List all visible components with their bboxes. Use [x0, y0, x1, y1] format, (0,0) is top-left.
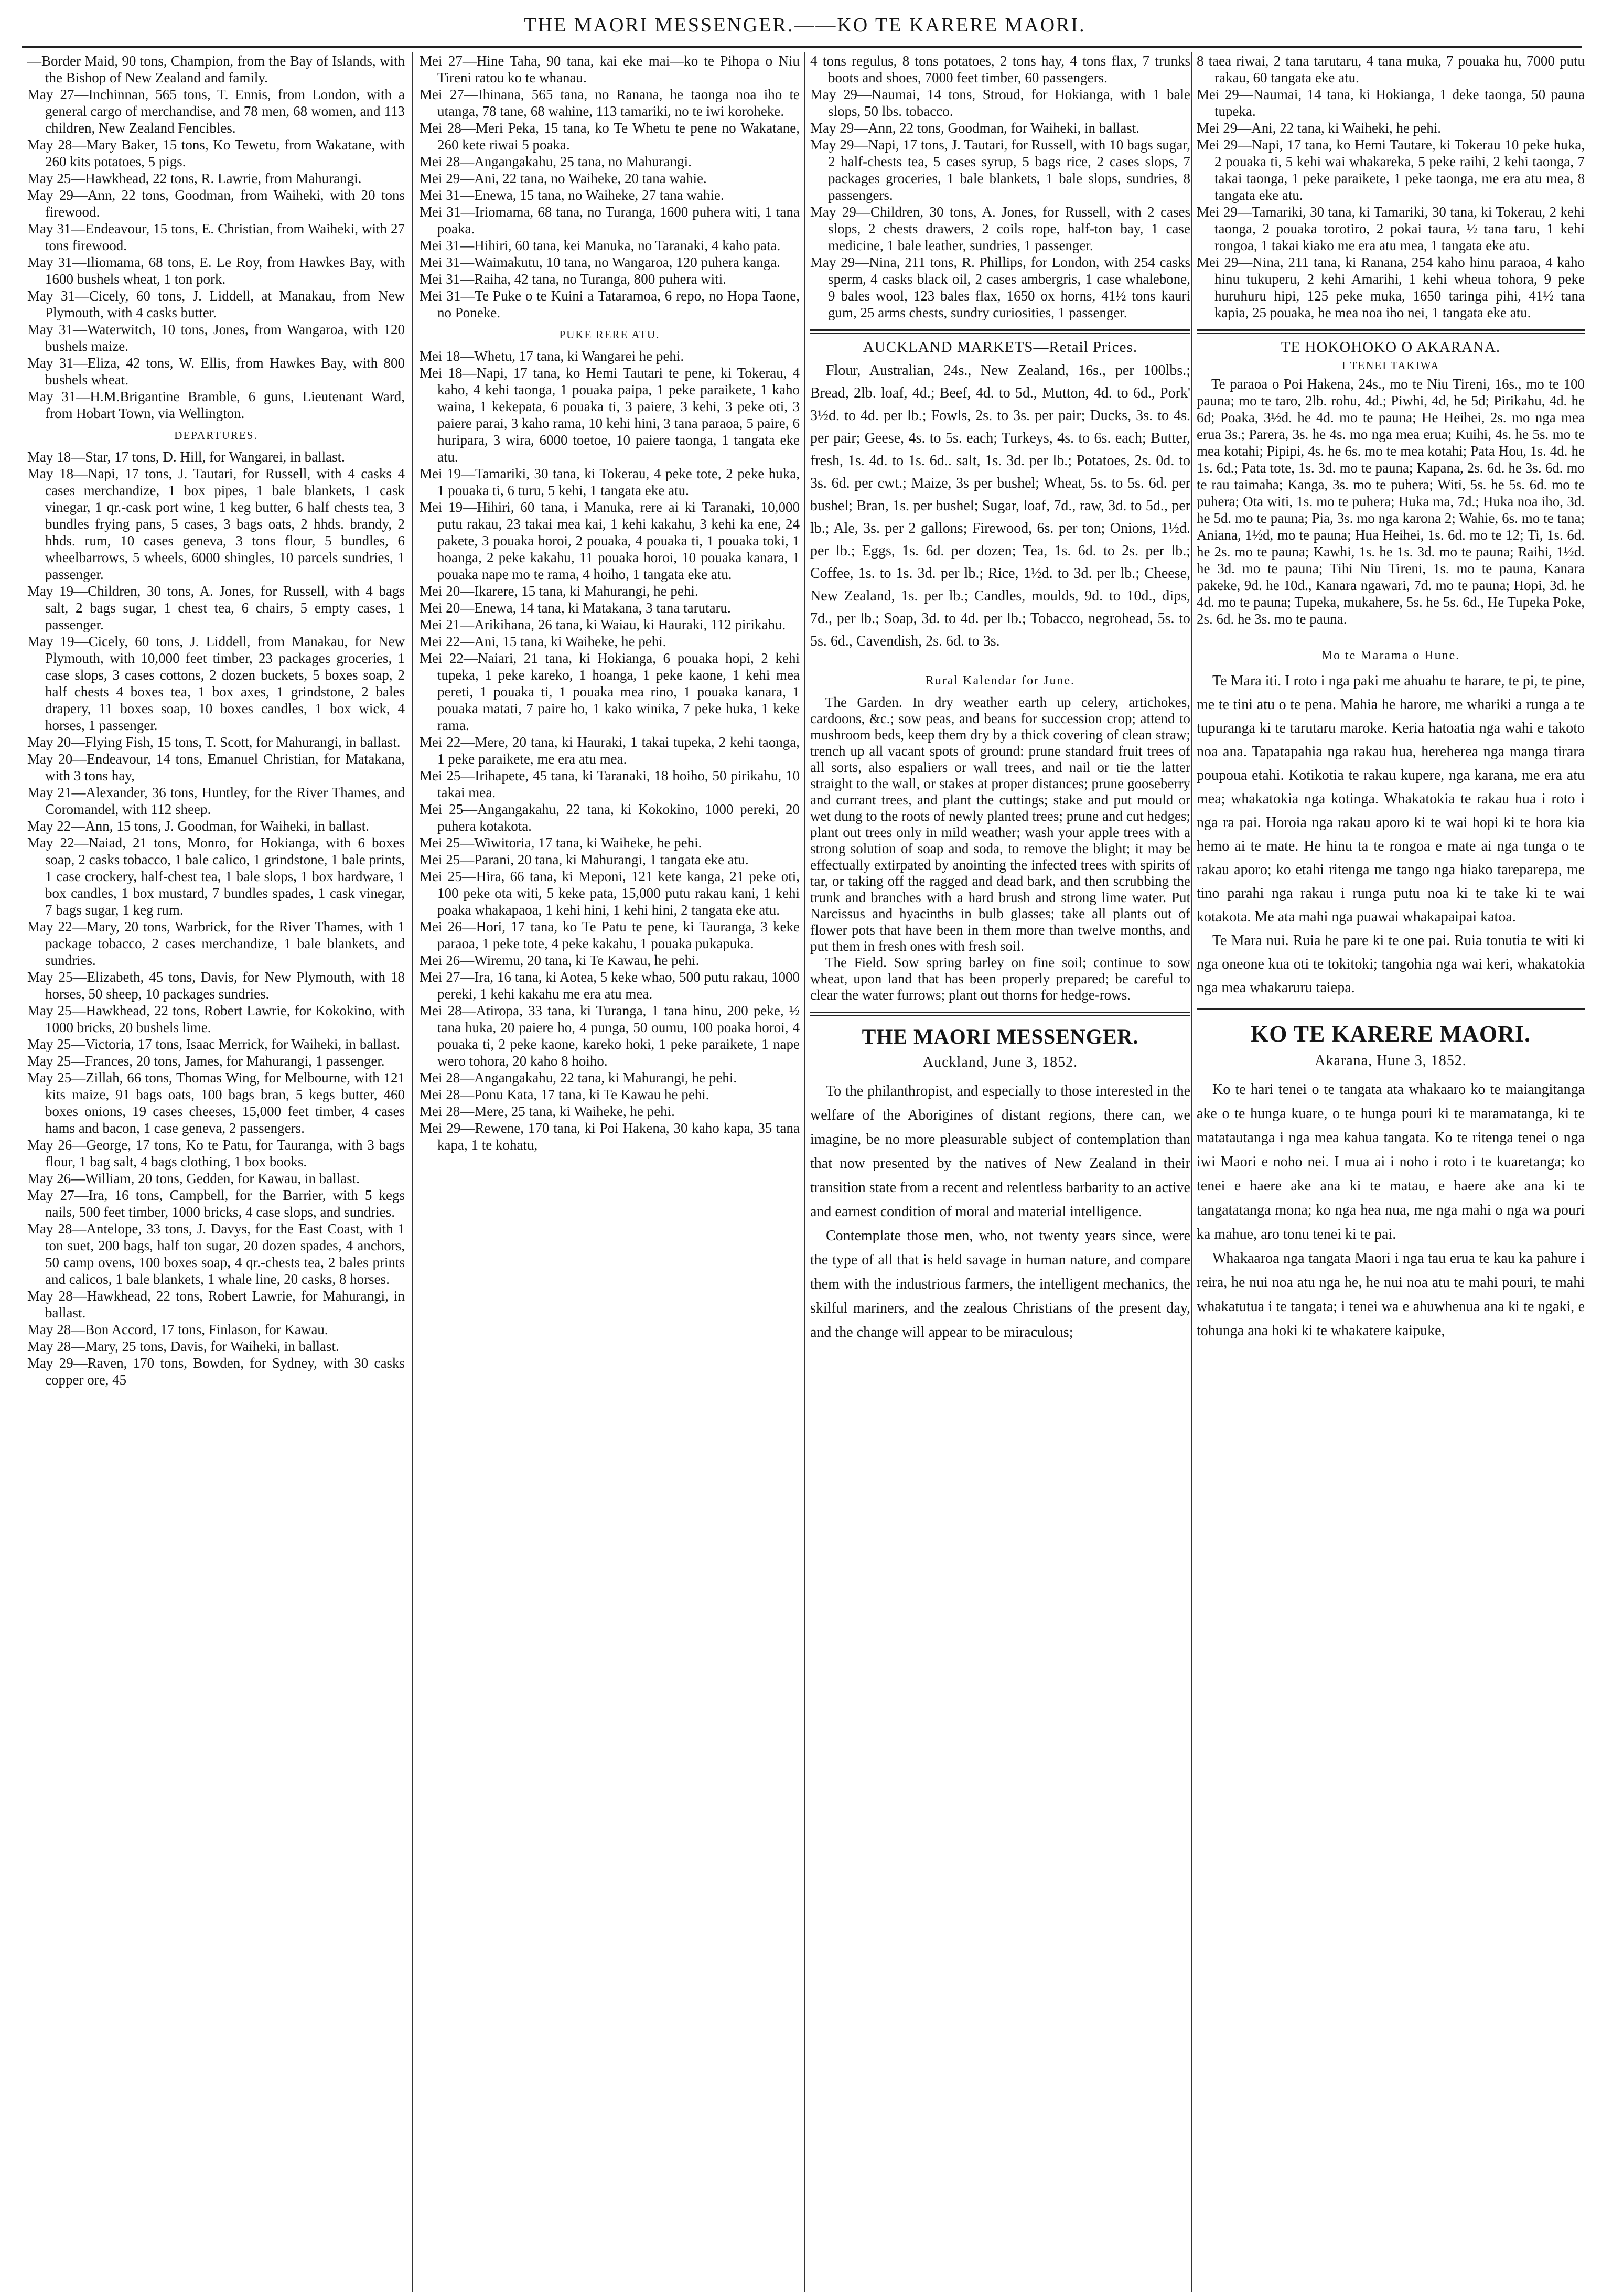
shipping-entry: Mei 26—Hori, 17 tana, ko Te Patu te pene, ki Tauranga, 3 keke paraoa, 1 peke tote, 4 peke kakahu, 1 pouaka pukapuka.: [420, 919, 800, 951]
shipping-entry: May 31—Waterwitch, 10 tons, Jones, from Wangaroa, with 120 bushels maize.: [27, 321, 405, 354]
shipping-entry: Mei 27—Hine Taha, 90 tana, kai eke mai—ko te Pihopa o Niu Tireni ratou ko te whanau.: [420, 53, 800, 85]
shipping-entry: May 25—Elizabeth, 45 tons, Davis, for New Plymouth, with 18 horses, 50 sheep, 10 packages sundries.: [27, 969, 405, 1002]
shipping-entry: Mei 28—Ponu Kata, 17 tana, ki Te Kawau he pehi.: [420, 1087, 709, 1102]
column-2-shipping-maori: [420, 52, 800, 2292]
column-3: [810, 52, 1190, 2292]
field-paragraph: The Field. Sow spring barley on fine soil; continue to sow wheat, upon land that has been properly prepared; be careful to clear the water furrows; plant out thorns for hedge-rows.: [810, 954, 1190, 1003]
shipping-entry: May 31—Iliomama, 68 tons, E. Le Roy, from Hawkes Bay, with 1600 bushels wheat, 1 ton pork.: [27, 254, 405, 287]
shipping-entry: May 20—Flying Fish, 15 tons, T. Scott, for Mahurangi, in ballast.: [27, 734, 401, 750]
shipping-entry: Mei 20—Enewa, 14 tana, ki Matakana, 3 tana tarutaru.: [420, 600, 731, 616]
shipping-entry: Mei 20—Ikarere, 15 tana, ki Mahurangi, he pehi.: [420, 583, 698, 599]
editorial-paragraph-maori: Ko te hari tenei o te tangata ata whakaaro ko te maiangitanga ake o te hunga kuare, o te hunga pouri ki te maramatanga, ki te matatautanga i nga mea kahua tangata. Ko te ritenga tenei o nga iwi Maori e noho nei. I mua ai i noho i roto i te kuaretanga; ko tenei e haere ake ana ki te matau, e haere ake ana ki te tangatatanga mona; ko nga hea nua, me nga mahi o nga wa pouri ka mahue, aro tonu tenei ki te pai.: [1197, 1081, 1585, 1242]
editorial-dateline: Auckland, June 3, 1852.: [922, 1054, 1078, 1070]
shipping-entry: May 29—Nina, 211 tons, R. Phillips, for London, with 254 casks sperm, 4 casks black oil, 2 cases ambergris, 1 case whalebone, 9 bales wool, 123 bales flax, 1650 ox horns, 41½ tons kauri gum, 25 arms chests, sundry curiosities, 1 passenger.: [810, 254, 1190, 320]
rural-kalendar-heading: Rural Kalendar for June.: [925, 674, 1076, 688]
shipping-entry: Mei 29—Rewene, 170 tana, ki Poi Hakena, 30 kaho kapa, 35 tana kapa, 1 te kohatu,: [420, 1120, 800, 1153]
markets-prices: Flour, Australian, 24s., New Zealand, 16s., per 100lbs.; Bread, 2lb. loaf, 4d.; Beef, 4d. to 5d., Mutton, 4d. to 6d., Pork' 3½d. to 4d. per lb.; Fowls, 2s. to 3s. per pair; Ducks, 3s. to 4s. per pair; Geese, 4s. to 5s. each; Turkeys, 4s. to 6s. each; Butter, fresh, 1s. 4d. to 1s. 6d.. salt, 1s. 3d. per lb.; Potatoes, 2s. 0d. to 3s. 6d. per cwt.; Maize, 3s per bushel; Wheat, 5s. to 5s. 6d. per bushel; Bran, 1s. per bushel; Sugar, loaf, 7d., raw, 3d. to 5d., per lb.; Ale, 3s. per 2 gallons; Firewood, 6s. per ton; Onions, 1½d. per lb.; Eggs, 1s. 6d. per dozen; Tea, 1s. 6d. to 2s. per lb.; Coffee, 1s. to 1s. 3d. per lb.; Rice, 1½d. to 3d. per lb.; Cheese, New Zealand, 1s. per lb.; Candles, moulds, 9d. to 10d., dips, 7d., per lb.; Soap, 3d. to 4d. per lb.; Tobacco, negrohead, 5s. to 5s. 6d., Cavendish, 2s. 6d. to 3s.: [810, 362, 1190, 649]
shipping-entry: Mei 25—Angangakahu, 22 tana, ki Kokokino, 1000 pereki, 20 puhera kotakota.: [420, 801, 800, 834]
shipping-entry: Mei 29—Ani, 22 tana, ki Waiheki, he pehi.: [1197, 120, 1441, 136]
shipping-entry: —Border Maid, 90 tons, Champion, from the Bay of Islands, with the Bishop of New Zealand and family.: [27, 53, 405, 85]
shipping-entry: Mei 18—Napi, 17 tana, ko Hemi Tautari te pene, ki Tokerau, 4 kaho, 4 kehi taonga, 1 pouaka paipa, 1 peke paraikete, 1 kaho waina, 1 kekepata, 6 pouaka ti, 3 paiere, 3 kehi, 3 peke oti, 3 paiere parai, 3 kaho rama, 10 kehi hini, 3 tana paraoa, 5 paire, 6 huripara, 3 wira, 6000 toetoe, 10 paiere taonga, 1 tangata eke atu.: [420, 365, 800, 465]
shipping-entry: May 19—Children, 30 tons, A. Jones, for Russell, with 4 bags salt, 2 bags sugar, 1 chest tea, 6 chairs, 5 empty cases, 1 passenger.: [27, 583, 405, 632]
shipping-entry: Mei 29—Napi, 17 tana, ko Hemi Tautare, ki Tokerau 10 peke huka, 2 pouaka ti, 5 kehi wai whakareka, 5 peke raihi, 2 kehi taonga, 7 takai taonga, 1 peke paraikete, 1 peke taonga, me era atu mea, 8 tangata eke atu.: [1197, 137, 1585, 203]
shipping-entry: Mei 29—Nina, 211 tana, ki Ranana, 254 kaho hinu paraoa, 4 kaho hinu tukuperu, 2 kehi Amarihi, 1 kehi wheua tohora, 9 peke huruhuru hipi, 125 peke muka, 1650 taringa pihi, 41½ tana kapia, 25 pouaka, he mea noa iho nei, 1 tangata eke atu.: [1197, 254, 1585, 320]
shipping-entry: May 19—Cicely, 60 tons, J. Liddell, from Manakau, for New Plymouth, with 10,000 feet timber, 23 packages groceries, 1 case slops, 3 cases cottons, 2 dozen buckets, 5 boxes soap, 2 half chests 4 boxes tea, 1 box axes, 1 grindstone, 2 bales drapery, 11 boxes soap, 10 boxes candles, 1 box wick, 4 horses, 1 passenger.: [27, 634, 405, 733]
section-rule: [1197, 329, 1585, 331]
shipping-entry: May 27—Inchinnan, 565 tons, T. Ennis, from London, with a general cargo of merchandise, and 78 men, 68 women, and 113 children, New Zealand Fencibles.: [27, 87, 405, 136]
shipping-entry: May 29—Naumai, 14 tons, Stroud, for Hokianga, with 1 bale slops, 50 lbs. tobacco.: [810, 87, 1190, 119]
shipping-entry: May 31—Eliza, 42 tons, W. Ellis, from Hawkes Bay, with 800 bushels wheat.: [27, 355, 405, 388]
shipping-entry: May 25—Hawkhead, 22 tons, R. Lawrie, from Mahurangi.: [27, 170, 362, 186]
departures-list-maori: [420, 348, 800, 1153]
shipping-entry: May 22—Ann, 15 tons, J. Goodman, for Waiheki, in ballast.: [27, 818, 370, 834]
section-rule: [1197, 333, 1585, 334]
shipping-continued: [810, 52, 1190, 321]
field-paragraph-maori: Te Mara nui. Ruia he pare ki te one pai. Ruia tonutia te witi ki nga onеone kua oti te tokitoki; tangohia nga wai keri, whakatokia nga mea whakaruru taiepa.: [1197, 932, 1585, 996]
editorial-paragraph: Contemplate those men, who, not twenty years since, were the type of all that is held savage in human nature, and compare them with the industrious farmers, the intelligent mechanics, the skilful mariners, and the zealous Christians of the present day, and the change will appear to be miraculous;: [810, 1228, 1190, 1340]
shipping-entry: Mei 26—Wiremu, 20 tana, ki Te Kawau, he pehi.: [420, 952, 700, 968]
shipping-entry: Mei 28—Atiropa, 33 tana, ki Turanga, 1 tana hinu, 200 peke, ½ tana huka, 20 paiere ho, 4 punga, 50 oumu, 100 poaka horoi, 4 pouaka ti, 2 peke kaone, kareko hoki, 1 peke paraikete, 1 nape wero tohora, 20 kaho 8 hoiho.: [420, 1003, 800, 1069]
shipping-entry: Mei 31—Hihiri, 60 tana, kei Manuka, no Taranaki, 4 kaho pata.: [420, 238, 781, 253]
shipping-continued-maori: [1197, 52, 1585, 321]
shipping-entry: May 26—William, 20 tons, Gedden, for Kawau, in ballast.: [27, 1171, 360, 1186]
column-divider: [412, 52, 413, 2292]
column-divider: [1191, 52, 1192, 2292]
shipping-entry: Mei 22—Ani, 15 tana, ki Waiheke, he pehi.: [420, 634, 666, 649]
shipping-entry: Mei 22—Naiari, 21 tana, ki Hokianga, 6 pouaka hopi, 2 kehi tupeka, 1 peke kareko, 1 hoanga, 1 peke kaone, 1 kehi mea pereti, 1 pouaka ti, 1 pouaka mea rino, 1 pouaka kanara, 1 pouaka matati, 7 paire ho, 1 kako winika, 7 peke huka, 1 keke rama.: [420, 650, 800, 733]
shipping-entry: 4 tons regulus, 8 tons potatoes, 2 tons hay, 4 tons flax, 7 trunks boots and shoes, 7000 feet timber, 60 passengers.: [810, 53, 1190, 85]
shipping-entry: Mei 29—Ani, 22 tana, no Waiheke, 20 tana wahie.: [420, 170, 707, 186]
shipping-entry: Mei 31—Waimakutu, 10 tana, no Wangaroa, 120 puhera kanga.: [420, 254, 780, 270]
shipping-entry: May 25—Hawkhead, 22 tons, Robert Lawrie, for Kokokino, with 1000 bricks, 20 bushels lime.: [27, 1003, 405, 1035]
shipping-entry: May 29—Napi, 17 tons, J. Tautari, for Russell, with 10 bags sugar, 2 half-chests tea, 5 cases syrup, 5 bags rice, 2 cases slops, 7 packages groceries, 1 bale blankets, 1 bale slops, sundries, 8 passengers.: [810, 137, 1190, 203]
shipping-entry: Mei 18—Whetu, 17 tana, ki Wangarei he pehi.: [420, 348, 684, 364]
shipping-entry: Mei 21—Arikihana, 26 tana, ki Waiau, ki Hauraki, 112 pirikahu.: [420, 617, 786, 632]
shipping-entry: May 25—Frances, 20 tons, James, for Mahurangi, 1 passenger.: [27, 1053, 385, 1069]
shipping-entry: Mei 25—Wiwitoria, 17 tana, ki Waiheke, he pehi.: [420, 835, 702, 851]
shipping-entry: Mei 31—Enewa, 15 tana, no Waiheke, 27 tana wahie.: [420, 187, 724, 203]
editorial-dateline-maori: Akarana, Hune 3, 1852.: [1315, 1053, 1467, 1069]
garden-paragraph-maori: Te Mara iti. I roto i nga paki me ahuahu te harare, te pi, te pine, me te tini atu o te pena. Mahia he harore, me whariki a runga a te tupuranga ki te tarutaru maroke. Keria hatoatia nga wahi e takoto noa ana. Tapatapahia nga rakau hua, herehereа nga manga tirara poupoua etahi. Kotikotia te rakau kupere, nga karana, me era atu mea; whakatokia nga kotinga. Whakatokia te rakau hua i roto i nga ra pai. Horoia nga rakau aporo ki te wai hopi ki te hora kia hemo ai te mate. He hinu ta te rongoa e mate ai nga tunga o te rakau aporo; ko etahi ritenga me tango nga hiako tareparepa, me tino parahi nga rakau i runga putu noa ki te take ki te wai kotakota. Me ata mahi nga puawai whakapaipai katoa.: [1197, 673, 1585, 925]
shipping-entry: May 25—Victoria, 17 tons, Isaac Merrick, for Waiheki, in ballast.: [27, 1036, 401, 1052]
editorial-paragraph-maori: Whakaaroa nga tangata Maori i nga tau erua te kau ka pahure i reira, he nui noa atu nga he, he nui noa atu te mahi pouri, te mahi whakatutua i te tangata; i tenei wa e ahuwhenua ana ki te ngaki, e tohunga ana hoki ki te whakatere kaipuke,: [1197, 1250, 1585, 1339]
shipping-entry: Mei 28—Mere, 25 tana, ki Waiheke, he pehi.: [420, 1103, 675, 1119]
shipping-entry: Mei 25—Irihapete, 45 tana, ki Taranaki, 18 hoiho, 50 pirikahu, 10 takai mea.: [420, 768, 800, 800]
shipping-entry: May 31—Cicely, 60 tons, J. Liddell, at Manakau, from New Plymouth, with 4 casks butter.: [27, 288, 405, 320]
prices-paragraph: Te paraoa o Poi Hakena, 24s., mo te Niu Tireni, 16s., mo te 100 pauna; mo te taro, 2lb. rohu, 4d.; Piwhi, 4d, he 5d; Pirikahu, 4d. he 6d; Poaka, 3½d. he 4d. mo te pauna; He Heihei, 2s. mo nga mea erua 3s.; Parera, 3s. he 4s. mo nga mea erua; Kuihi, 4s. he 5s. mo te mea kotahi; Pipipi, 4s. he 6s. mo te mea kotahi; Pata Hou, 1s. 4d. he 1s. 6d.; Pata tote, 1s. 3d. mo te pauna; Kapana, 2s. 6d. he 3s. 6d. mo te rau taimaha; Kanga, 3s. mo te puhera; Witi, 5s. he 5s. 6d. mo te puhera; Ota witi, 1s. mo te puhera; Huka ma, 7d.; Huka noa iho, 3d. he 5d. mo te pauna; Pia, 3s. mo nga karona 2; Wahie, 6s. mo te tana; Aniana, 1½d, mo te pauna; Hua Heihei, 1s. 6d. mo te 12; Ti, 1s. 6d. he 2s. mo te pauna; Kawhi, 1s. he 1s. 3d. mo te pauna; Raihi, 1½d. he 3d. mo te pauna; Tihi Niu Tireni, 1s. mo te pauna, Kanara pakeke, 9d. he 10d., Kanara ngawari, 7d. mo te pauna; Hopi, 3d. he 4d. mo te pauna; Tupeka, mukahere, 5s. he 5s. 6d., He Tupeka Poke, 2s. 6d. he 3s. mo te pauna.: [1197, 376, 1585, 627]
shipping-entry: Mei 28—Angangakahu, 25 tana, no Mahurangi.: [420, 154, 692, 169]
prices-heading: TE HOKOHOKO O AKARANA.: [1281, 339, 1501, 356]
shipping-entry: Mei 27—Ira, 16 tana, ki Aotea, 5 keke whao, 500 putu rakau, 1000 pereki, 1 kehi kakahu me era atu mea.: [420, 969, 800, 1002]
section-rule: [810, 329, 1190, 331]
maori-calendar-heading: Mo te Marama o Hune.: [1321, 649, 1460, 662]
shipping-entry: May 28—Antelope, 33 tons, J. Davys, for the East Coast, with 1 ton suet, 200 bags, half ton sugar, 20 dozen spades, 4 anchors, 50 camp ovens, 100 boxes soap, 4 qr.-chests tea, 2 bales prints and calicos, 1 bale blankets, 1 whale line, 20 casks, 8 horses.: [27, 1221, 405, 1287]
shipping-entry: May 31—H.M.Brigantine Bramble, 6 guns, Lieutenant Ward, from Hobart Town, via Wellington.: [27, 389, 405, 421]
shipping-entry: May 28—Bon Accord, 17 tons, Finlason, for Kawau.: [27, 1322, 328, 1337]
shipping-entry: Mei 25—Hira, 66 tana, ki Meponi, 121 kete kanga, 21 peke oti, 100 peke ota witi, 5 keke pata, 15,000 putu rakau kani, 1 kehi poaka whakapaoa, 1 kehi hini, 1 kehi hini, 2 tangata eke atu.: [420, 868, 800, 918]
shipping-entry: May 21—Alexander, 36 tons, Huntley, for the River Thames, and Coromandel, with 112 sheep.: [27, 785, 405, 817]
shipping-entry: Mei 19—Hihiri, 60 tana, i Manuka, rere ai ki Taranaki, 10,000 putu rakau, 23 takai mea kai, 1 kehi kakahu, 3 kehi ka ene, 24 pakete, 3 pouaka horoi, 2 pouaka, 4 pouaka ti, 1 pouaka toki, 1 hoanga, 2 peke kakahu, 11 pouaka horoi, 10 pouaka kanara, 1 pouaka nape mo te rama, 4 hoiho, 1 tangata eke atu.: [420, 499, 800, 582]
shipping-entry: 8 taea riwai, 2 tana tarutaru, 4 tana muka, 7 pouaka hu, 7000 putu rakau, 60 tangata eke atu.: [1197, 53, 1585, 85]
shipping-entry: Mei 31—Raiha, 42 tana, no Turanga, 800 puhera witi.: [420, 271, 726, 287]
shipping-entry: May 28—Mary Baker, 15 tons, Ko Tewetu, from Wakatane, with 260 kits potatoes, 5 pigs.: [27, 137, 405, 169]
shipping-entry: May 28—Mary, 25 tons, Davis, for Waiheki, in ballast.: [27, 1338, 339, 1354]
shipping-entry: May 29—Raven, 170 tons, Bowden, for Sydney, with 30 casks copper ore, 45: [27, 1355, 405, 1388]
shipping-entry: May 25—Zillah, 66 tons, Thomas Wing, for Melbourne, with 121 kits maize, 91 bags oats, 100 bags bran, 5 kegs butter, 460 boxes onions, 19 cases cheeses, 15,000 feet timber, 4 cases hams and bacon, 1 case geneva, 2 passengers.: [27, 1070, 405, 1136]
shipping-entry: May 22—Mary, 20 tons, Warbrick, for the River Thames, with 1 package tobacco, 2 cases merchandize, 1 bale blankets, and sundries.: [27, 919, 405, 968]
shipping-entry: Mei 31—Te Puke o te Kuini a Tataramoa, 6 repo, no Hopa Taone, no Poneke.: [420, 288, 800, 320]
arrivals-list-maori: [420, 52, 800, 321]
shipping-entry: Mei 22—Mere, 20 tana, ki Hauraki, 1 takai tupeka, 2 kehi taonga, 1 peke paraikete, me era atu mea.: [420, 734, 800, 767]
shipping-entry: May 31—Endeavour, 15 tons, E. Christian, from Waiheki, with 27 tons firewood.: [27, 221, 405, 253]
shipping-entry: Mei 28—Angangakahu, 22 tana, ki Mahurangi, he pehi.: [420, 1070, 737, 1086]
shipping-entry: May 29—Ann, 22 tons, Goodman, from Waiheki, with 20 tons firewood.: [27, 187, 405, 220]
arrivals-list: [27, 52, 405, 422]
section-rule: [810, 1012, 1190, 1013]
editorial-title-maori: KO TE KARERE MAORI.: [1250, 1021, 1531, 1047]
shipping-entry: Mei 19—Tamariki, 30 tana, ki Tokerau, 4 peke tote, 2 peke huka, 1 pouaka ti, 6 turu, 5 kehi, 1 tangata eke atu.: [420, 466, 800, 498]
column-divider: [804, 52, 805, 2292]
shipping-entry: Mei 27—Ihinana, 565 tana, no Ranana, he taonga noa iho te utanga, 78 tane, 68 wahine, 113 tamariki, no te iwi koroheke.: [420, 87, 800, 119]
section-rule: [1197, 1008, 1585, 1010]
section-rule: [810, 333, 1190, 334]
garden-paragraph: The Garden. In dry weather earth up celery, artichokes, cardoons, &c.; sow peas, and beans for succession crop; attend to mushroom beds, keep them dry by a thick covering of clean straw; trench up all vacant spots of ground: prune standard fruit trees of all sorts, also espaliers or wall trees, and nail or tie the latter straight to the wall, or stakes at proper distances; prune gooseberry and currant trees, and plant the cuttings; stake and put mould or wet dung to the roots of newly planted trees; prune and cut hedges; plant out trees only in mild weather; wash your apple trees with a strong solution of soap and soda, to remove the blight; it may be effectually extirpated by anointing the infected trees with spirits of tar, or taking off the ragged and dead bark, and then scrubbing the trunk and branches with a hard brush and strong lime water. Put Narcissus and hyacinths in bulb glasses; take all plants out of flower pots that have been in them more than twelve months, and put them in fresh ones with fresh soil.: [810, 694, 1190, 954]
departures-list: [27, 448, 405, 1388]
markets-heading: AUCKLAND MARKETS—Retail Prices.: [863, 339, 1138, 356]
column-1-shipping-english: [27, 52, 405, 2292]
departures-heading: DEPARTURES.: [174, 429, 258, 442]
column-4: [1197, 52, 1585, 2292]
masthead-rule: [22, 46, 1582, 48]
editorial-paragraph: To the philanthropist, and especially to those interested in the welfare of the Aborigines of distant regions, there can, we imagine, be no more pleasurable subject of contemplation than that now presented by the natives of New Zealand in their transition state from a recent and relentless barbarity to an active and earnest condition of moral and material intelligence.: [810, 1083, 1190, 1220]
shipping-entry: Mei 28—Meri Peka, 15 tana, ko Te Whetu te pene no Wakatane, 260 kete riwai 5 poaka.: [420, 120, 800, 153]
departures-heading-maori: PUKE RERE ATU.: [559, 328, 660, 341]
shipping-entry: Mei 25—Parani, 20 tana, ki Mahurangi, 1 tangata eke atu.: [420, 852, 749, 867]
shipping-entry: May 18—Star, 17 tons, D. Hill, for Wangarei, in ballast.: [27, 449, 345, 465]
shipping-entry: May 27—Ira, 16 tons, Campbell, for the Barrier, with 5 kegs nails, 500 feet timber, 1000 bricks, 4 case slops, and sundries.: [27, 1187, 405, 1220]
editorial-title: THE MAORI MESSENGER.: [862, 1025, 1139, 1048]
shipping-entry: May 29—Children, 30 tons, A. Jones, for Russell, with 2 cases slops, 2 chests drawers, 2 coils rope, half-ton bay, 1 case medicine, 1 bale leather, sundries, 1 passenger.: [810, 204, 1190, 253]
section-rule: [810, 1015, 1190, 1016]
shipping-entry: Mei 31—Iriomama, 68 tana, no Turanga, 1600 puhera witi, 1 tana poaka.: [420, 204, 800, 237]
masthead: THE MAORI MESSENGER.——KO TE KARERE MAORI.: [524, 14, 1086, 36]
shipping-entry: May 28—Hawkhead, 22 tons, Robert Lawrie, for Mahurangi, in ballast.: [27, 1288, 405, 1321]
shipping-entry: Mei 29—Tamariki, 30 tana, ki Tamariki, 30 tana, ki Tokerau, 2 kehi taonga, 2 pouaka torotiro, 2 pokai taura, ½ tana taru, 1 kehi rongoa, 1 takai kiako me era atu mea, 1 tangata eke atu.: [1197, 204, 1585, 253]
shipping-entry: May 18—Napi, 17 tons, J. Tautari, for Russell, with 4 casks 4 cases merchandize, 1 box pipes, 1 bale blankets, 1 cask vinegar, 1 qr.-cask port wine, 1 keg butter, 6 half chests tea, 3 bundles frying pans, 5 cases, 3 bags oats, 2 hhds. brandy, 2 hhds. rum, 10 cases geneva, 3 tons flour, 5 bundles, 6 wheelbarrows, 5 wheels, 6000 shingles, 10 parcels sundries, 1 passenger.: [27, 466, 405, 582]
shipping-entry: May 26—George, 17 tons, Ko te Patu, for Tauranga, with 3 bags flour, 1 bag salt, 4 bags clothing, 1 box books.: [27, 1137, 405, 1170]
shipping-entry: Mei 29—Naumai, 14 tana, ki Hokianga, 1 deke taonga, 50 pauna tupeka.: [1197, 87, 1585, 119]
prices-subheading: I TENEI TAKIWA: [1341, 359, 1440, 372]
shipping-entry: May 29—Ann, 22 tons, Goodman, for Waiheki, in ballast.: [810, 120, 1140, 136]
shipping-entry: May 22—Naiad, 21 tons, Monro, for Hokianga, with 6 boxes soap, 2 casks tobacco, 1 bale calico, 1 grindstone, 1 bale prints, 1 case crockery, half-chest tea, 1 bale slops, 1 box hardware, 1 box candles, 1 box mustard, 7 bundles spades, 1 cask vinegar, 7 bags sugar, 1 keg rum.: [27, 835, 405, 918]
shipping-entry: May 20—Endeavour, 14 tons, Emanuel Christian, for Matakana, with 3 tons hay,: [27, 751, 405, 784]
